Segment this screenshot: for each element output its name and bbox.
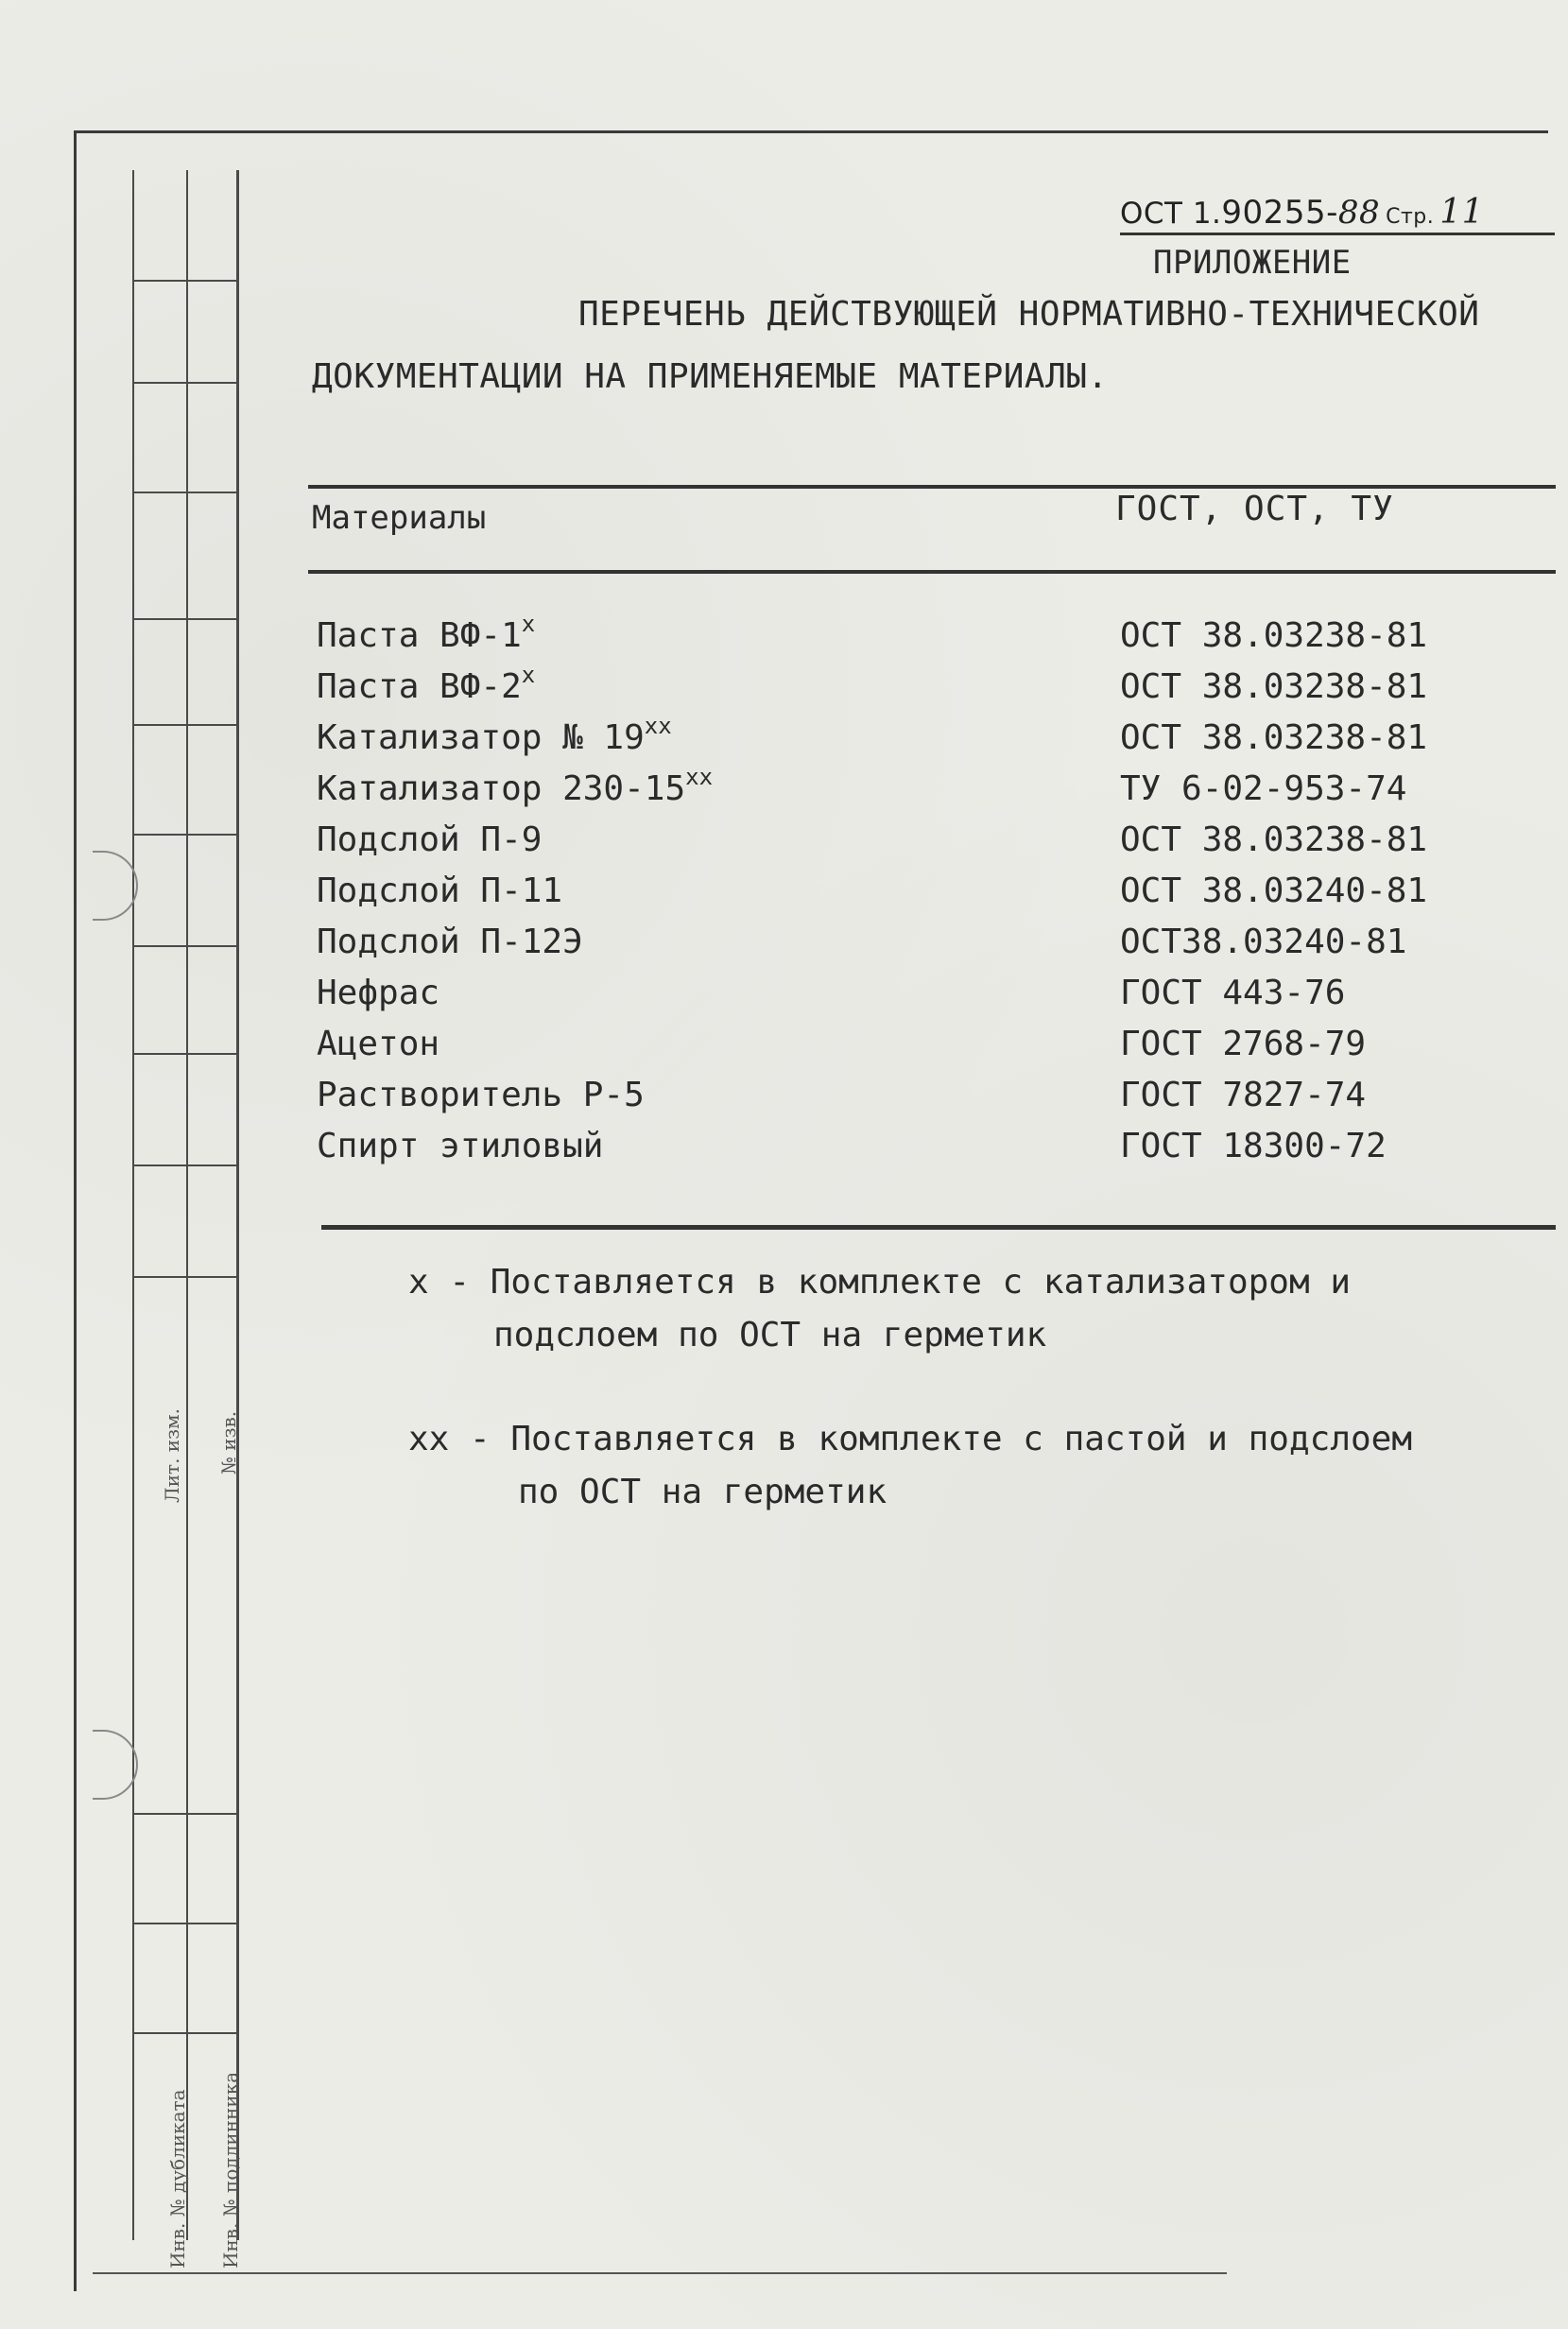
material-cell [317,713,672,757]
material-cell [317,1025,439,1063]
table-row [0,820,1568,871]
table-row [0,871,1568,923]
standard-cell: ТУ 6-02-953-74 [1120,769,1407,808]
material-name: Паста ВФ-1 [317,616,522,655]
stamp-inv-podlinnika: Инв. № подлинника [219,2071,242,2269]
material-name: Спирт этиловый [317,1127,604,1165]
material-name: Нефрас [317,974,440,1012]
stamp-tick [132,280,236,282]
stamp-tick [132,1923,236,1924]
standard-cell: ОСТ 38.03240-81 [1120,871,1428,910]
standard-cell: ОСТ 38.03238-81 [1120,616,1428,655]
material-name: Паста ВФ-2 [317,667,522,706]
document-code [1120,193,1484,232]
material-name: Катализатор 230-15 [317,769,686,808]
table-row [0,1127,1568,1178]
material-cell [317,923,583,961]
stamp-column-line [186,170,188,2240]
table-top-rule [308,485,1556,489]
table-row [0,764,1568,820]
stamp-lit-izm: Лит. изм. [161,1408,183,1503]
table-row [0,713,1568,769]
header-rule [1120,233,1555,235]
stamp-no-izv: № изв. [217,1410,240,1475]
material-cell [317,974,439,1012]
footnote-xx-line1: хх - Поставляется в комплекте с пастой и подслоем [408,1420,1413,1458]
table-row [0,1025,1568,1076]
stamp-inv-dublikata: Инв. № дубликата [166,2089,189,2269]
stamp-tick [132,1276,236,1278]
column-header-materials: Материалы [312,499,487,537]
code-prefix: ОСТ 1. [1120,197,1222,231]
material-cell [317,611,536,655]
footnote-mark: хх [685,764,714,790]
frame-bottom-line [93,2272,1227,2274]
table-row [0,923,1568,974]
standard-cell: ОСТ38.03240-81 [1120,923,1407,961]
footnote-mark: х [521,662,536,688]
footnote-xx-line2: по ОСТ на герметик [518,1473,887,1511]
standard-cell: ГОСТ 7827-74 [1120,1076,1367,1114]
material-name: Ацетон [317,1025,440,1063]
standard-cell: ОСТ 38.03238-81 [1120,820,1428,859]
stamp-tick [132,2032,236,2034]
code-number: 90255- [1221,194,1338,232]
stamp-tick [132,492,236,493]
footnote-x-line2: подслоем по ОСТ на герметик [493,1316,1047,1354]
standard-cell: ГОСТ 2768-79 [1120,1025,1367,1063]
stamp-tick [132,1813,236,1815]
table-row [0,611,1568,667]
material-cell [317,820,542,859]
page-title-line2: ДОКУМЕНТАЦИИ НА ПРИМЕНЯЕМЫЕ МАТЕРИАЛЫ. [312,357,1109,396]
table-bottom-rule [321,1225,1556,1230]
material-name: Подслой П-12Э [317,923,583,961]
material-name: Подслой П-9 [317,820,543,859]
page-number: 11 [1439,193,1485,232]
code-revision: 88 [1337,194,1381,232]
footnote-mark: х [521,611,536,637]
margin-line [236,170,239,2240]
table-row [0,662,1568,718]
appendix-label: ПРИЛОЖЕНИЕ [1153,244,1352,282]
standard-cell: ГОСТ 18300-72 [1120,1127,1387,1165]
material-cell [317,764,714,808]
material-name: Растворитель Р-5 [317,1076,645,1114]
table-header-rule [308,570,1556,574]
frame-left-line [74,130,77,2291]
footnote-mark: хх [644,713,672,739]
material-name: Подслой П-11 [317,871,563,910]
material-cell [317,1076,645,1114]
footnote-x-line1: х - Поставляется в комплекте с катализатором и [408,1263,1351,1302]
page-label: Стр. [1386,205,1435,229]
standard-cell: ГОСТ 443-76 [1120,974,1346,1012]
page-title-line1: ПЕРЕЧЕНЬ ДЕЙСТВУЮЩЕЙ НОРМАТИВНО-ТЕХНИЧЕСКОЙ [578,295,1480,334]
standard-cell: ОСТ 38.03238-81 [1120,667,1428,706]
material-cell [317,1127,603,1165]
standard-cell: ОСТ 38.03238-81 [1120,718,1428,757]
table-row [0,1076,1568,1127]
table-row [0,974,1568,1025]
material-name: Катализатор № 19 [317,718,645,757]
stamp-tick [132,382,236,384]
material-cell [317,662,536,706]
punch-hole [93,1730,138,1800]
frame-top-line [74,130,1548,133]
column-header-standards: ГОСТ, ОСТ, ТУ [1115,490,1394,528]
stamp-column-line [132,170,134,2240]
material-cell [317,871,562,910]
